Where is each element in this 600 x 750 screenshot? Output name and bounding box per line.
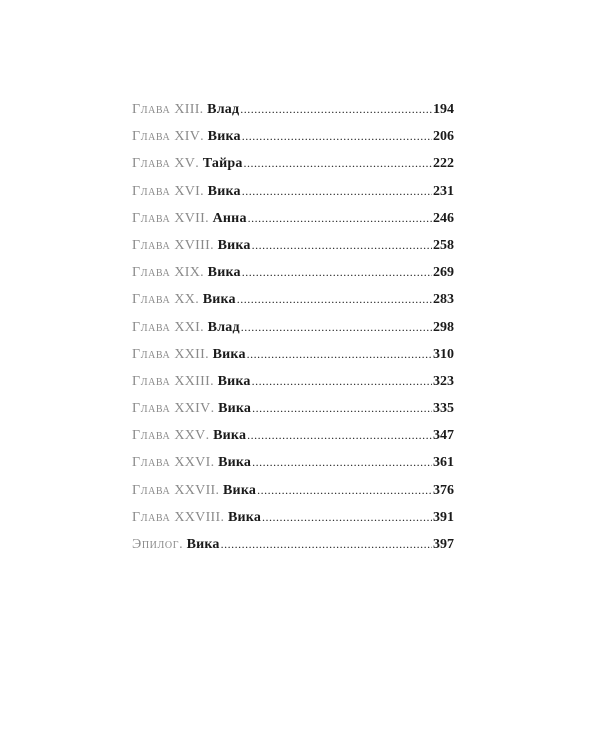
toc-entry: [132, 395, 454, 422]
chapter-number: XVII: [174, 210, 206, 226]
chapter-label: Глава: [132, 129, 171, 145]
chapter-label: Глава: [132, 237, 171, 253]
chapter-separator: .: [205, 210, 209, 226]
chapter-label: Глава: [132, 401, 171, 417]
dot-leader: [252, 449, 432, 476]
chapter-separator: .: [215, 482, 220, 498]
toc-entry: [132, 314, 454, 341]
chapter-separator: .: [195, 292, 199, 308]
chapter-separator: .: [200, 183, 204, 199]
chapter-number: XV: [174, 156, 196, 172]
chapter-separator: .: [205, 428, 210, 444]
dot-leader: [247, 422, 432, 449]
page-number: 231: [433, 183, 454, 199]
chapter-number: XIV: [174, 129, 201, 145]
dot-leader: [262, 504, 432, 531]
toc-entry: [132, 96, 454, 123]
chapter-number: XIII: [174, 102, 200, 117]
chapter-number: XIX: [174, 265, 201, 281]
chapter-title: Тайра: [202, 156, 243, 172]
dot-leader: [252, 395, 432, 422]
page-number: 361: [433, 455, 454, 471]
chapter-separator: .: [210, 401, 215, 417]
chapter-separator: .: [210, 373, 214, 389]
chapter-label: Глава: [132, 210, 171, 226]
chapter-label: Глава: [132, 292, 171, 308]
page-number: 258: [433, 237, 454, 253]
toc-entry: [132, 286, 454, 313]
chapter-title: Вика: [227, 509, 262, 525]
chapter-separator: .: [205, 346, 209, 362]
chapter-title: Вика: [186, 537, 220, 552]
chapter-label: Глава: [132, 183, 171, 199]
chapter-separator: .: [200, 129, 204, 145]
chapter-label: Глава: [132, 482, 171, 498]
chapter-title: Анна: [212, 210, 247, 226]
dot-leader: [242, 178, 432, 205]
chapter-number: XVI: [174, 183, 201, 199]
toc-entry: [132, 205, 454, 232]
chapter-number: XXIV: [174, 401, 211, 417]
dot-leader: [252, 232, 432, 259]
chapter-separator: .: [200, 319, 204, 335]
chapter-title: Влад: [207, 319, 240, 335]
chapter-label: Глава: [132, 102, 171, 117]
chapter-number: XXVIII: [174, 509, 221, 525]
dot-leader: [248, 205, 432, 232]
chapter-label: Глава: [132, 346, 171, 362]
page-number: 194: [433, 102, 454, 117]
dot-leader: [242, 123, 432, 150]
chapter-title: Вика: [223, 482, 257, 498]
page-number: 298: [433, 319, 454, 335]
page-number: 323: [433, 373, 454, 389]
chapter-label: Глава: [132, 156, 171, 172]
chapter-separator: .: [210, 237, 214, 253]
chapter-number: XXV: [174, 428, 206, 444]
page-number: 335: [433, 401, 454, 417]
dot-leader: [242, 259, 432, 286]
page-number: 391: [433, 509, 454, 525]
dot-leader: [241, 314, 432, 341]
chapter-title: Вика: [212, 346, 246, 362]
chapter-label: Глава: [132, 373, 171, 389]
chapter-label: Глава: [132, 428, 171, 444]
chapter-separator: .: [200, 265, 204, 281]
toc-entry: [132, 341, 454, 368]
dot-leader: [244, 150, 432, 177]
toc-entry: [132, 259, 454, 286]
toc-entry: [132, 150, 454, 177]
dot-leader: [252, 368, 432, 395]
chapter-title: Вика: [207, 129, 241, 145]
chapter-title: Вика: [218, 401, 252, 417]
dot-leader: [237, 286, 432, 313]
chapter-separator: .: [210, 455, 215, 471]
chapter-number: XVIII: [174, 237, 211, 253]
page-number: 376: [433, 482, 454, 498]
chapter-title: Влад: [207, 102, 240, 117]
toc-entry: [132, 368, 454, 395]
chapter-number: XX: [174, 292, 196, 308]
page-number: 347: [433, 428, 454, 444]
chapter-number: XXVI: [174, 455, 211, 471]
chapter-title: Вика: [207, 183, 241, 199]
chapter-title: Вика: [217, 373, 251, 389]
dot-leader: [257, 477, 432, 504]
chapter-label: Глава: [132, 319, 171, 335]
toc-entry-epilogue: [132, 531, 454, 558]
chapter-title: Вика: [207, 265, 241, 281]
chapter-title: Вика: [218, 455, 252, 471]
toc-entry: [132, 477, 454, 504]
chapter-number: XXI: [174, 319, 201, 335]
chapter-separator: .: [179, 537, 183, 552]
chapter-label: Глава: [132, 509, 171, 525]
page-number: 206: [433, 129, 454, 145]
page-number: 222: [433, 156, 454, 172]
chapter-title: Вика: [217, 237, 251, 253]
page-number: 397: [433, 537, 454, 552]
page-number: 246: [433, 210, 454, 226]
toc-entry: [132, 123, 454, 150]
page-number: 269: [433, 265, 454, 281]
page-number: 283: [433, 292, 454, 308]
dot-leader: [240, 96, 432, 123]
page-number: 310: [433, 346, 454, 362]
chapter-title: Вика: [202, 292, 236, 308]
chapter-number: XXIII: [174, 373, 211, 389]
toc-entry: [132, 449, 454, 476]
toc-entry: [132, 422, 454, 449]
chapter-label: Глава: [132, 455, 171, 471]
chapter-separator: .: [220, 509, 224, 525]
table-of-contents: [132, 96, 454, 558]
epilogue-label: Эпилог: [132, 537, 180, 552]
dot-leader: [247, 341, 432, 368]
toc-entry: [132, 178, 454, 205]
chapter-number: XXVII: [174, 482, 216, 498]
toc-entry: [132, 232, 454, 259]
chapter-number: XXII: [174, 346, 206, 362]
chapter-separator: .: [199, 102, 204, 117]
chapter-label: Глава: [132, 265, 171, 281]
dot-leader: [221, 531, 432, 558]
chapter-separator: .: [195, 156, 199, 172]
toc-entry: [132, 504, 454, 531]
chapter-title: Вика: [213, 428, 247, 444]
